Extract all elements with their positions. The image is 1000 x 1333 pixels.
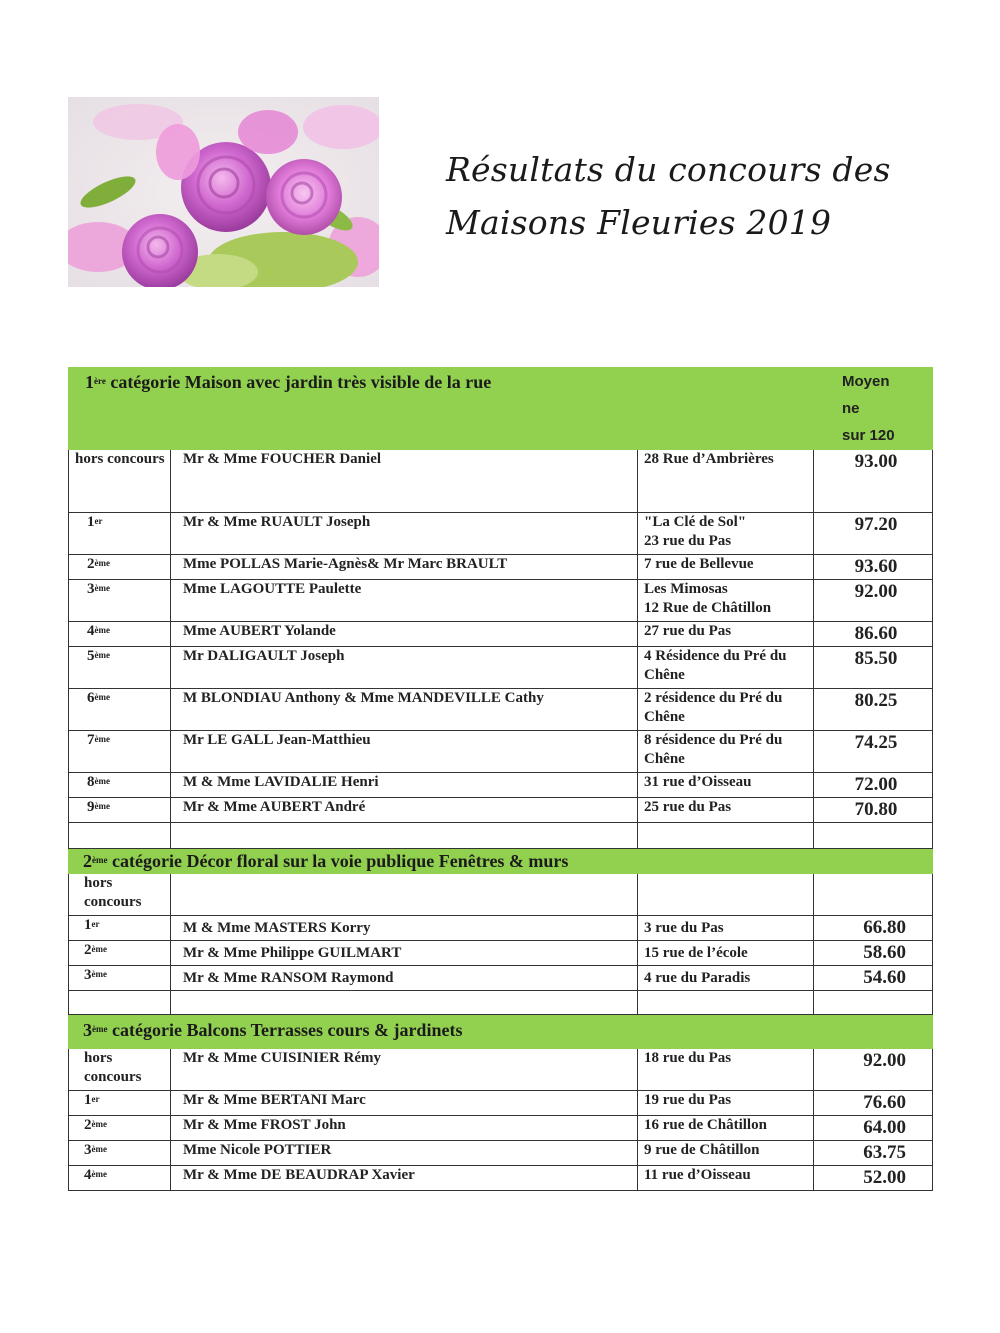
table-row: 1er M & Mme MASTERS Korry 3 rue du Pas 66.80: [69, 916, 933, 941]
empty-row: [69, 991, 933, 1015]
category-2-header: [69, 849, 933, 874]
flower-bouquet-image: [68, 97, 379, 287]
table-row: 3ème Mme Nicole POTTIER 9 rue de Châtillon 63.75: [69, 1141, 933, 1166]
table-row: hors concours Mr & Mme CUISINIER Rémy 18 rue du Pas 92.00: [69, 1049, 933, 1091]
table-row: hors concours Mr & Mme FOUCHER Daniel 28 Rue d’Ambrières 93.00: [69, 450, 933, 513]
category-1-title: 1ère catégorie Maison avec jardin très visible de la rue: [69, 368, 814, 450]
page-title: [446, 143, 966, 249]
category-3-header: [69, 1015, 933, 1049]
category-3-title: 3ème catégorie Balcons Terrasses cours & jardinets: [69, 1015, 933, 1049]
table-row: 8ème M & Mme LAVIDALIE Henri 31 rue d’Oisseau 72.00: [69, 773, 933, 798]
table-row: 9ème Mr & Mme AUBERT André 25 rue du Pas 70.80: [69, 798, 933, 823]
title-line-1: Résultats du concours des: [446, 150, 891, 189]
table-row: 3ème Mme LAGOUTTE Paulette Les Mimosas 12 Rue de Châtillon 92.00: [69, 580, 933, 622]
table-row: 1er Mr & Mme RUAULT Joseph "La Clé de Sol" 23 rue du Pas 97.20: [69, 513, 933, 555]
category-2-title: 2ème catégorie Décor floral sur la voie publique Fenêtres & murs: [69, 849, 933, 874]
results-table: [68, 367, 933, 1191]
table-row: 1er Mr & Mme BERTANI Marc 19 rue du Pas 76.60: [69, 1091, 933, 1116]
title-line-2: Maisons Fleuries 2019: [446, 203, 832, 242]
table-row: 7ème Mr LE GALL Jean-Matthieu 8 résidence du Pré du Chêne 74.25: [69, 731, 933, 773]
category-1-header: [69, 368, 933, 450]
table-row: 4ème Mr & Mme DE BEAUDRAP Xavier 11 rue d’Oisseau 52.00: [69, 1166, 933, 1191]
table-row: 4ème Mme AUBERT Yolande 27 rue du Pas 86.60: [69, 622, 933, 647]
table-row: 6ème M BLONDIAU Anthony & Mme MANDEVILLE Cathy 2 résidence du Pré du Chêne 80.25: [69, 689, 933, 731]
average-header: Moyen ne sur 120: [814, 368, 933, 450]
empty-row: [69, 823, 933, 849]
table-row: 3ème Mr & Mme RANSOM Raymond 4 rue du Paradis 54.60: [69, 966, 933, 991]
table-row: hors concours: [69, 874, 933, 916]
table-row: 5ème Mr DALIGAULT Joseph 4 Résidence du Pré du Chêne 85.50: [69, 647, 933, 689]
table-row: 2ème Mr & Mme FROST John 16 rue de Châtillon 64.00: [69, 1116, 933, 1141]
table-row: 2ème Mme POLLAS Marie-Agnès& Mr Marc BRAULT 7 rue de Bellevue 93.60: [69, 555, 933, 580]
table-row: 2ème Mr & Mme Philippe GUILMART 15 rue de l’école 58.60: [69, 941, 933, 966]
